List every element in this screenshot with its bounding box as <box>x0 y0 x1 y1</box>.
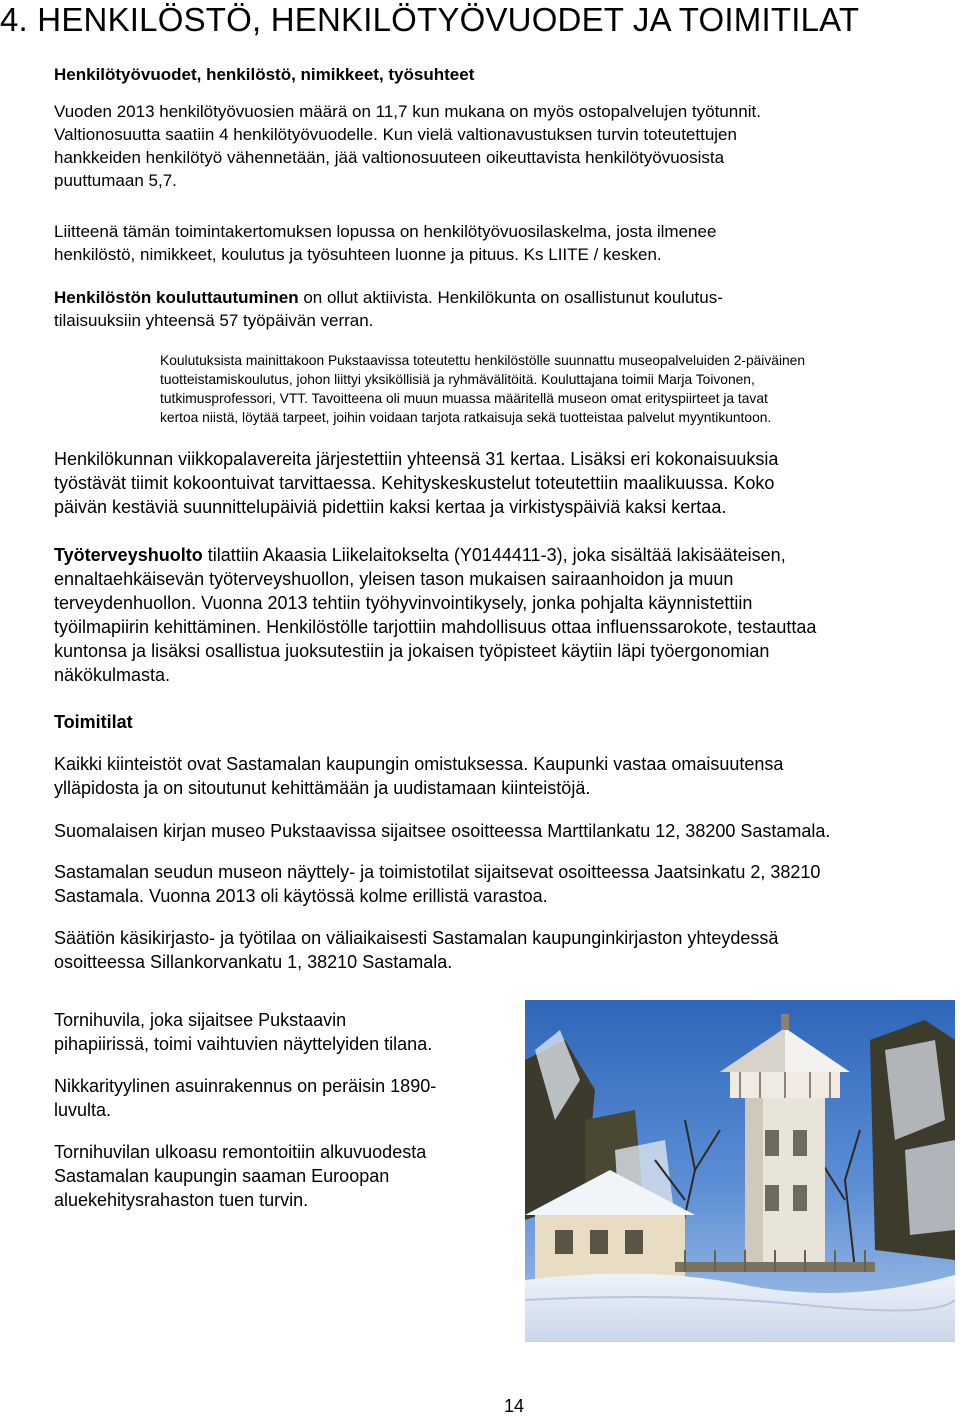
paragraph-properties <box>54 752 783 800</box>
text-line: Tornihuvila, joka sijaitsee Pukstaavin <box>54 1010 347 1030</box>
paragraph-training <box>54 286 723 332</box>
text-line: työstävät tiimit kokoontuivat tarvittaessa. Kehityskeskustelut toteutettiin maalikuussa. Koko <box>54 473 775 493</box>
text-line: tuotteistamiskoulutus, johon liittyi yksiköllisiä ja ryhmävälitöitä. Kouluttajana toimii Marja Toivonen, <box>160 372 755 387</box>
text-line: hankkeiden henkilötyö vähennetään, jää valtionosuuteen oikeuttavista henkilötyövuosista <box>54 148 725 167</box>
indented-training-note <box>160 351 805 427</box>
text-line: on ollut aktiivista. Henkilökunta on osallistunut koulutus- <box>298 288 723 307</box>
paragraph-tower-villa <box>54 1008 432 1056</box>
text-line: näkökulmasta. <box>54 665 171 685</box>
text-line: Nikkarityylinen asuinrakennus on peräisin 1890- <box>54 1076 437 1096</box>
page-heading: 4. HENKILÖSTÖ, HENKILÖTYÖVUODET JA TOIMITILAT <box>0 1 860 38</box>
text-line: Säätiön käsikirjasto- ja työtilaa on väliaikaisesti Sastamalan kaupunginkirjaston yhteydessä <box>54 928 779 948</box>
paragraph-meetings <box>54 447 778 519</box>
paragraph-renovation <box>54 1140 426 1212</box>
text-line: Koulutuksista mainittakoon Pukstaavissa toteutettu henkilöstölle suunnattu museopalveluiden 2-päiväinen <box>160 353 806 368</box>
text-line: Henkilökunnan viikkopalavereita järjestettiin yhteensä 31 kertaa. Lisäksi eri kokonaisuuksia <box>54 449 779 469</box>
text-line: Liitteenä tämän toimintakertomuksen lopussa on henkilötyövuosilaskelma, josta ilmenee <box>54 222 717 241</box>
text-line: päivän kestäviä suunnittelupäiviä pidettiin kaksi kertaa ja virkistyspäiviä kaksi kertaa. <box>54 497 727 517</box>
text-line: Sastamala. Vuonna 2013 oli käytössä kolme erillistä varastoa. <box>54 886 548 906</box>
text-line: tutkimusprofessori, VTT. Tavoitteena oli muun muassa määritellä museon omat erityspiirteet ja tavat <box>160 391 768 406</box>
training-bold-label: Henkilöstön kouluttautuminen <box>54 288 299 307</box>
text-line: Sastamalan seudun museon näyttely- ja toimistotilat sijaitsevat osoitteessa Jaatsinkatu 2, 38210 <box>54 862 821 882</box>
text-line: Vuoden 2013 henkilötyövuosien määrä on 11,7 kun mukana on myös ostopalvelujen työtunnit. <box>54 102 761 121</box>
text-line: tilaisuuksiin yhteensä 57 työpäivän verran. <box>54 311 374 330</box>
text-line: luvulta. <box>54 1100 112 1120</box>
text-line: aluekehitysrahaston tuen turvin. <box>54 1190 309 1210</box>
text-line: kuntonsa ja lisäksi osallistua juoksutestiin ja jokaisen työpisteet käytiin läpi työergonomian <box>54 641 770 661</box>
text-line: osoitteessa Sillankorvankatu 1, 38210 Sastamala. <box>54 952 453 972</box>
text-line: Sastamalan kaupungin saaman Euroopan <box>54 1166 390 1186</box>
premises-heading: Toimitilat <box>54 712 133 732</box>
paragraph-residential-building <box>54 1074 436 1122</box>
text-line: ennaltaehkäisevän työterveyshuollon, yleisen tason mukaisen sairaanhoidon ja muun <box>54 569 734 589</box>
text-line: Kaikki kiinteistöt ovat Sastamalan kaupungin omistuksessa. Kaupunki vastaa omaisuutensa <box>54 754 784 774</box>
text-line: henkilöstö, nimikkeet, koulutus ja työsuhteen luonne ja pituus. Ks LIITE / kesken. <box>54 245 662 264</box>
section-subheading: Henkilötyövuodet, henkilöstö, nimikkeet, työsuhteet <box>54 65 475 84</box>
text-line: puuttumaan 5,7. <box>54 171 177 190</box>
paragraph-library <box>54 926 778 974</box>
paragraph-occupational-health <box>54 543 816 687</box>
page-number: 14 <box>504 1396 525 1416</box>
text-line: Tornihuvilan ulkoasu remontoitiin alkuvuodesta <box>54 1142 427 1162</box>
text-line: työilmapiirin kehittäminen. Henkilöstölle tarjottiin mahdollisuus ottaa influenssarokote, testauttaa <box>54 617 817 637</box>
paragraph-person-years <box>54 100 761 192</box>
text-line: tilattiin Akaasia Liikelaitokselta (Y0144411-3), joka sisältää lakisääteisen, <box>202 545 786 565</box>
text-line: ylläpidosta ja on sitoutunut kehittämään ja uudistamaan kiinteistöjä. <box>54 778 591 798</box>
paragraph-regional-museum <box>54 860 820 908</box>
occupational-health-bold-label: Työterveyshuolto <box>54 545 203 565</box>
paragraph-appendix <box>54 220 716 266</box>
text-line: pihapiirissä, toimi vaihtuvien näyttelyiden tilana. <box>54 1034 433 1054</box>
tower-villa-photo <box>525 1000 955 1342</box>
text-line: kertoa niistä, löytää tarpeet, joihin voidaan tarjota ratkaisuja sekä tuotteistaa palvelut myyntikuntoon. <box>160 410 772 425</box>
paragraph-pukstaavi-address: Suomalaisen kirjan museo Pukstaavissa sijaitsee osoitteessa Marttilankatu 12, 38200 Sastamala. <box>54 821 831 841</box>
text-line: Valtionosuutta saatiin 4 henkilötyövuodelle. Kun vielä valtionavustuksen turvin toteutettujen <box>54 125 737 144</box>
text-line: terveydenhuollon. Vuonna 2013 tehtiin työhyvinvointikysely, jonka pohjalta käynnistettiin <box>54 593 753 613</box>
